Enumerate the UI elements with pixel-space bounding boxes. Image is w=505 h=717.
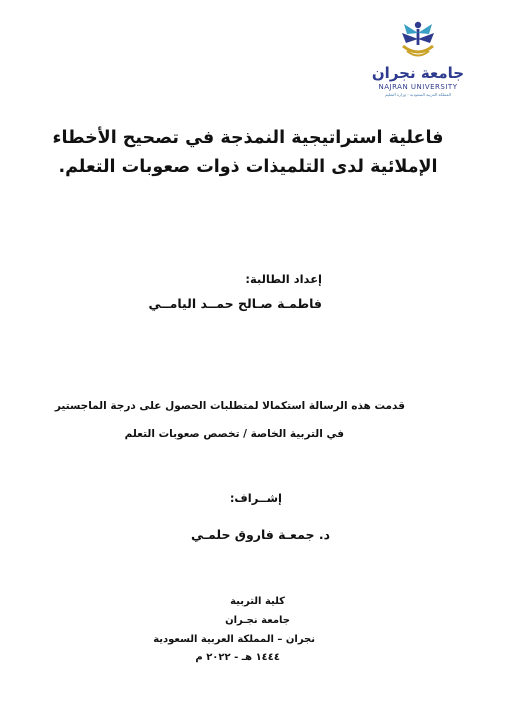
najran-university-logo [370,20,466,98]
supervisor-label: إشــراف: [229,491,282,505]
logo-subtitle-text: المملكة العربية السعودية - وزارة التعليم [385,92,451,97]
thesis-title [30,124,466,182]
supervisor-name: د. جمعـة فاروق حلمـي [191,527,330,542]
location-text: نجران – المملكة العربية السعودية [153,634,315,645]
thesis-statement-line-1: قدمت هذه الرسالة استكمالا لمتطلبات الحصول على درجة الماجستير [54,400,405,412]
logo-arabic-text: جامعة نجران [371,64,465,82]
college-name: كلية التربية [230,596,285,607]
logo-english-text: NAJRAN UNIVERSITY [378,83,458,91]
university-emblem-icon [398,20,438,64]
thesis-statement-line-2: في التربية الخاصة / تخصص صعوبات التعلم [124,428,344,440]
title-line-2: الإملائية لدى التلميذات ذوات صعوبات التعلم. [58,157,438,177]
university-name: جامعة نجـران [225,615,290,626]
title-line-1: فاعلية استراتيجية النمذجة في تصحيح الأخطاء [52,128,444,148]
student-label: إعداد الطالبة: [245,272,322,286]
date-text: ١٤٤٤ هـ - ٢٠٢٢ م [195,652,280,663]
student-name: فاطمـة صـالح حمــد اليامــي [148,296,322,311]
